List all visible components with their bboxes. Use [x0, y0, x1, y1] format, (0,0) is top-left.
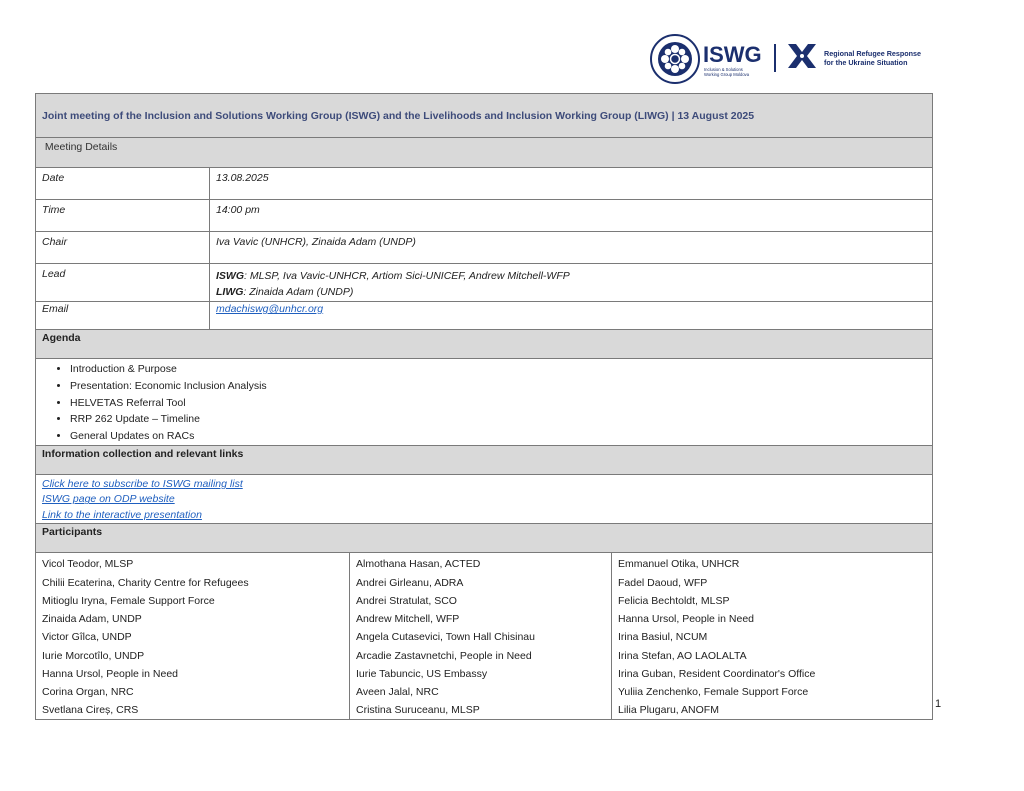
- meeting-table: [35, 93, 933, 720]
- participant: Aveen Jalal, NRC: [356, 685, 439, 698]
- presentation-link[interactable]: Link to the interactive presentation: [42, 508, 202, 521]
- links-list: [36, 474, 933, 524]
- participants-col-3: [612, 553, 933, 720]
- participant: Emmanuel Otika, UNHCR: [618, 558, 740, 571]
- iswg-logo: [648, 32, 938, 86]
- iswg-logo-text: ISWG: [703, 42, 762, 67]
- participant: Vicol Teodor, MLSP: [42, 558, 134, 571]
- participant: Iurie Tabuncic, US Embassy: [356, 667, 488, 680]
- meeting-details-heading: Meeting Details: [36, 138, 933, 168]
- participant: Cristina Suruceanu, MLSP: [356, 704, 480, 717]
- email-link[interactable]: mdachiswg@unhcr.org: [216, 303, 324, 315]
- date-value: 13.08.2025: [210, 168, 933, 200]
- participants-col-1: [36, 553, 350, 720]
- participant: Irina Stefan, AO LAOLALTA: [618, 649, 747, 662]
- participant: Andrew Mitchell, WFP: [356, 613, 460, 626]
- agenda-list: [36, 359, 933, 446]
- participant: Hanna Ursol, People in Need: [618, 613, 754, 626]
- date-label: Date: [36, 168, 210, 200]
- participant: Zinaida Adam, UNDP: [42, 613, 142, 626]
- agenda-item: • Presentation: Economic Inclusion Analysis: [70, 378, 926, 395]
- participant: Svetlana Cireș, CRS: [42, 704, 139, 717]
- svg-text:Inclusion & Solutions: Inclusion & Solutions: [704, 67, 743, 72]
- rrp-logo-icon: [788, 44, 816, 68]
- participant: Irina Guban, Resident Coordinator's Office: [618, 667, 816, 680]
- participant: Arcadie Zastavnetchi, People in Need: [356, 649, 532, 662]
- agenda-item: • RRP 262 Update – Timeline: [70, 411, 926, 428]
- participant: Chilii Ecaterina, Charity Centre for Refugees: [42, 576, 249, 589]
- participant: Fadel Daoud, WFP: [618, 576, 708, 589]
- participant: Irina Basiul, NCUM: [618, 631, 708, 644]
- chair-label: Chair: [36, 232, 210, 264]
- participant: Iurie Morcotîlo, UNDP: [42, 649, 145, 662]
- time-value: 14:00 pm: [210, 200, 933, 232]
- time-label: Time: [36, 200, 210, 232]
- meeting-title: Joint meeting of the Inclusion and Solutions Working Group (ISWG) and the Livelihoods and Inclusion Working Group (LIWG) | 13 August 2025: [36, 94, 933, 138]
- participant: Almothana Hasan, ACTED: [356, 558, 481, 571]
- participant: Andrei Girleanu, ADRA: [356, 576, 464, 589]
- participant: Yuliia Zenchenko, Female Support Force: [618, 685, 809, 698]
- links-heading: Information collection and relevant links: [36, 445, 933, 474]
- svg-text:Regional Refugee Response: Regional Refugee Response: [824, 49, 922, 58]
- svg-text:Working Group Moldova: Working Group Moldova: [704, 72, 750, 77]
- participant: Felicia Bechtoldt, MLSP: [618, 594, 730, 607]
- subscribe-link[interactable]: Click here to subscribe to ISWG mailing list: [42, 477, 243, 490]
- participant: Hanna Ursol, People in Need: [42, 667, 178, 680]
- email-label: Email: [36, 302, 210, 330]
- participants-col-2: [350, 553, 612, 720]
- agenda-item: • HELVETAS Referral Tool: [70, 395, 926, 412]
- agenda-item: • General Updates on RACs: [70, 428, 926, 445]
- agenda-item: • Introduction & Purpose: [70, 361, 926, 378]
- page-number: 1: [935, 698, 942, 710]
- participant: Victor Gîlca, UNDP: [42, 631, 132, 644]
- participant: Andrei Stratulat, SCO: [356, 594, 457, 607]
- chair-value: Iva Vavic (UNHCR), Zinaida Adam (UNDP): [210, 232, 933, 264]
- participant: Mitioglu Iryna, Female Support Force: [42, 594, 215, 607]
- svg-text:for the Ukraine Situation: for the Ukraine Situation: [824, 58, 908, 67]
- participant: Corina Organ, NRC: [42, 685, 134, 698]
- agenda-heading: Agenda: [36, 330, 933, 359]
- participants-heading: Participants: [36, 524, 933, 553]
- participant: Lilia Plugaru, ANOFM: [618, 704, 719, 717]
- participant: Angela Cutasevici, Town Hall Chisinau: [356, 631, 535, 644]
- lead-label: Lead: [36, 264, 210, 302]
- header-logos: [648, 32, 938, 86]
- odp-page-link[interactable]: ISWG page on ODP website: [42, 493, 175, 506]
- lead-value: ISWG: MLSP, Iva Vavic-UNHCR, Artiom Sici-UNICEF, Andrew Mitchell-WFP LIWG: Zinaida Adam (UNDP): [210, 264, 933, 302]
